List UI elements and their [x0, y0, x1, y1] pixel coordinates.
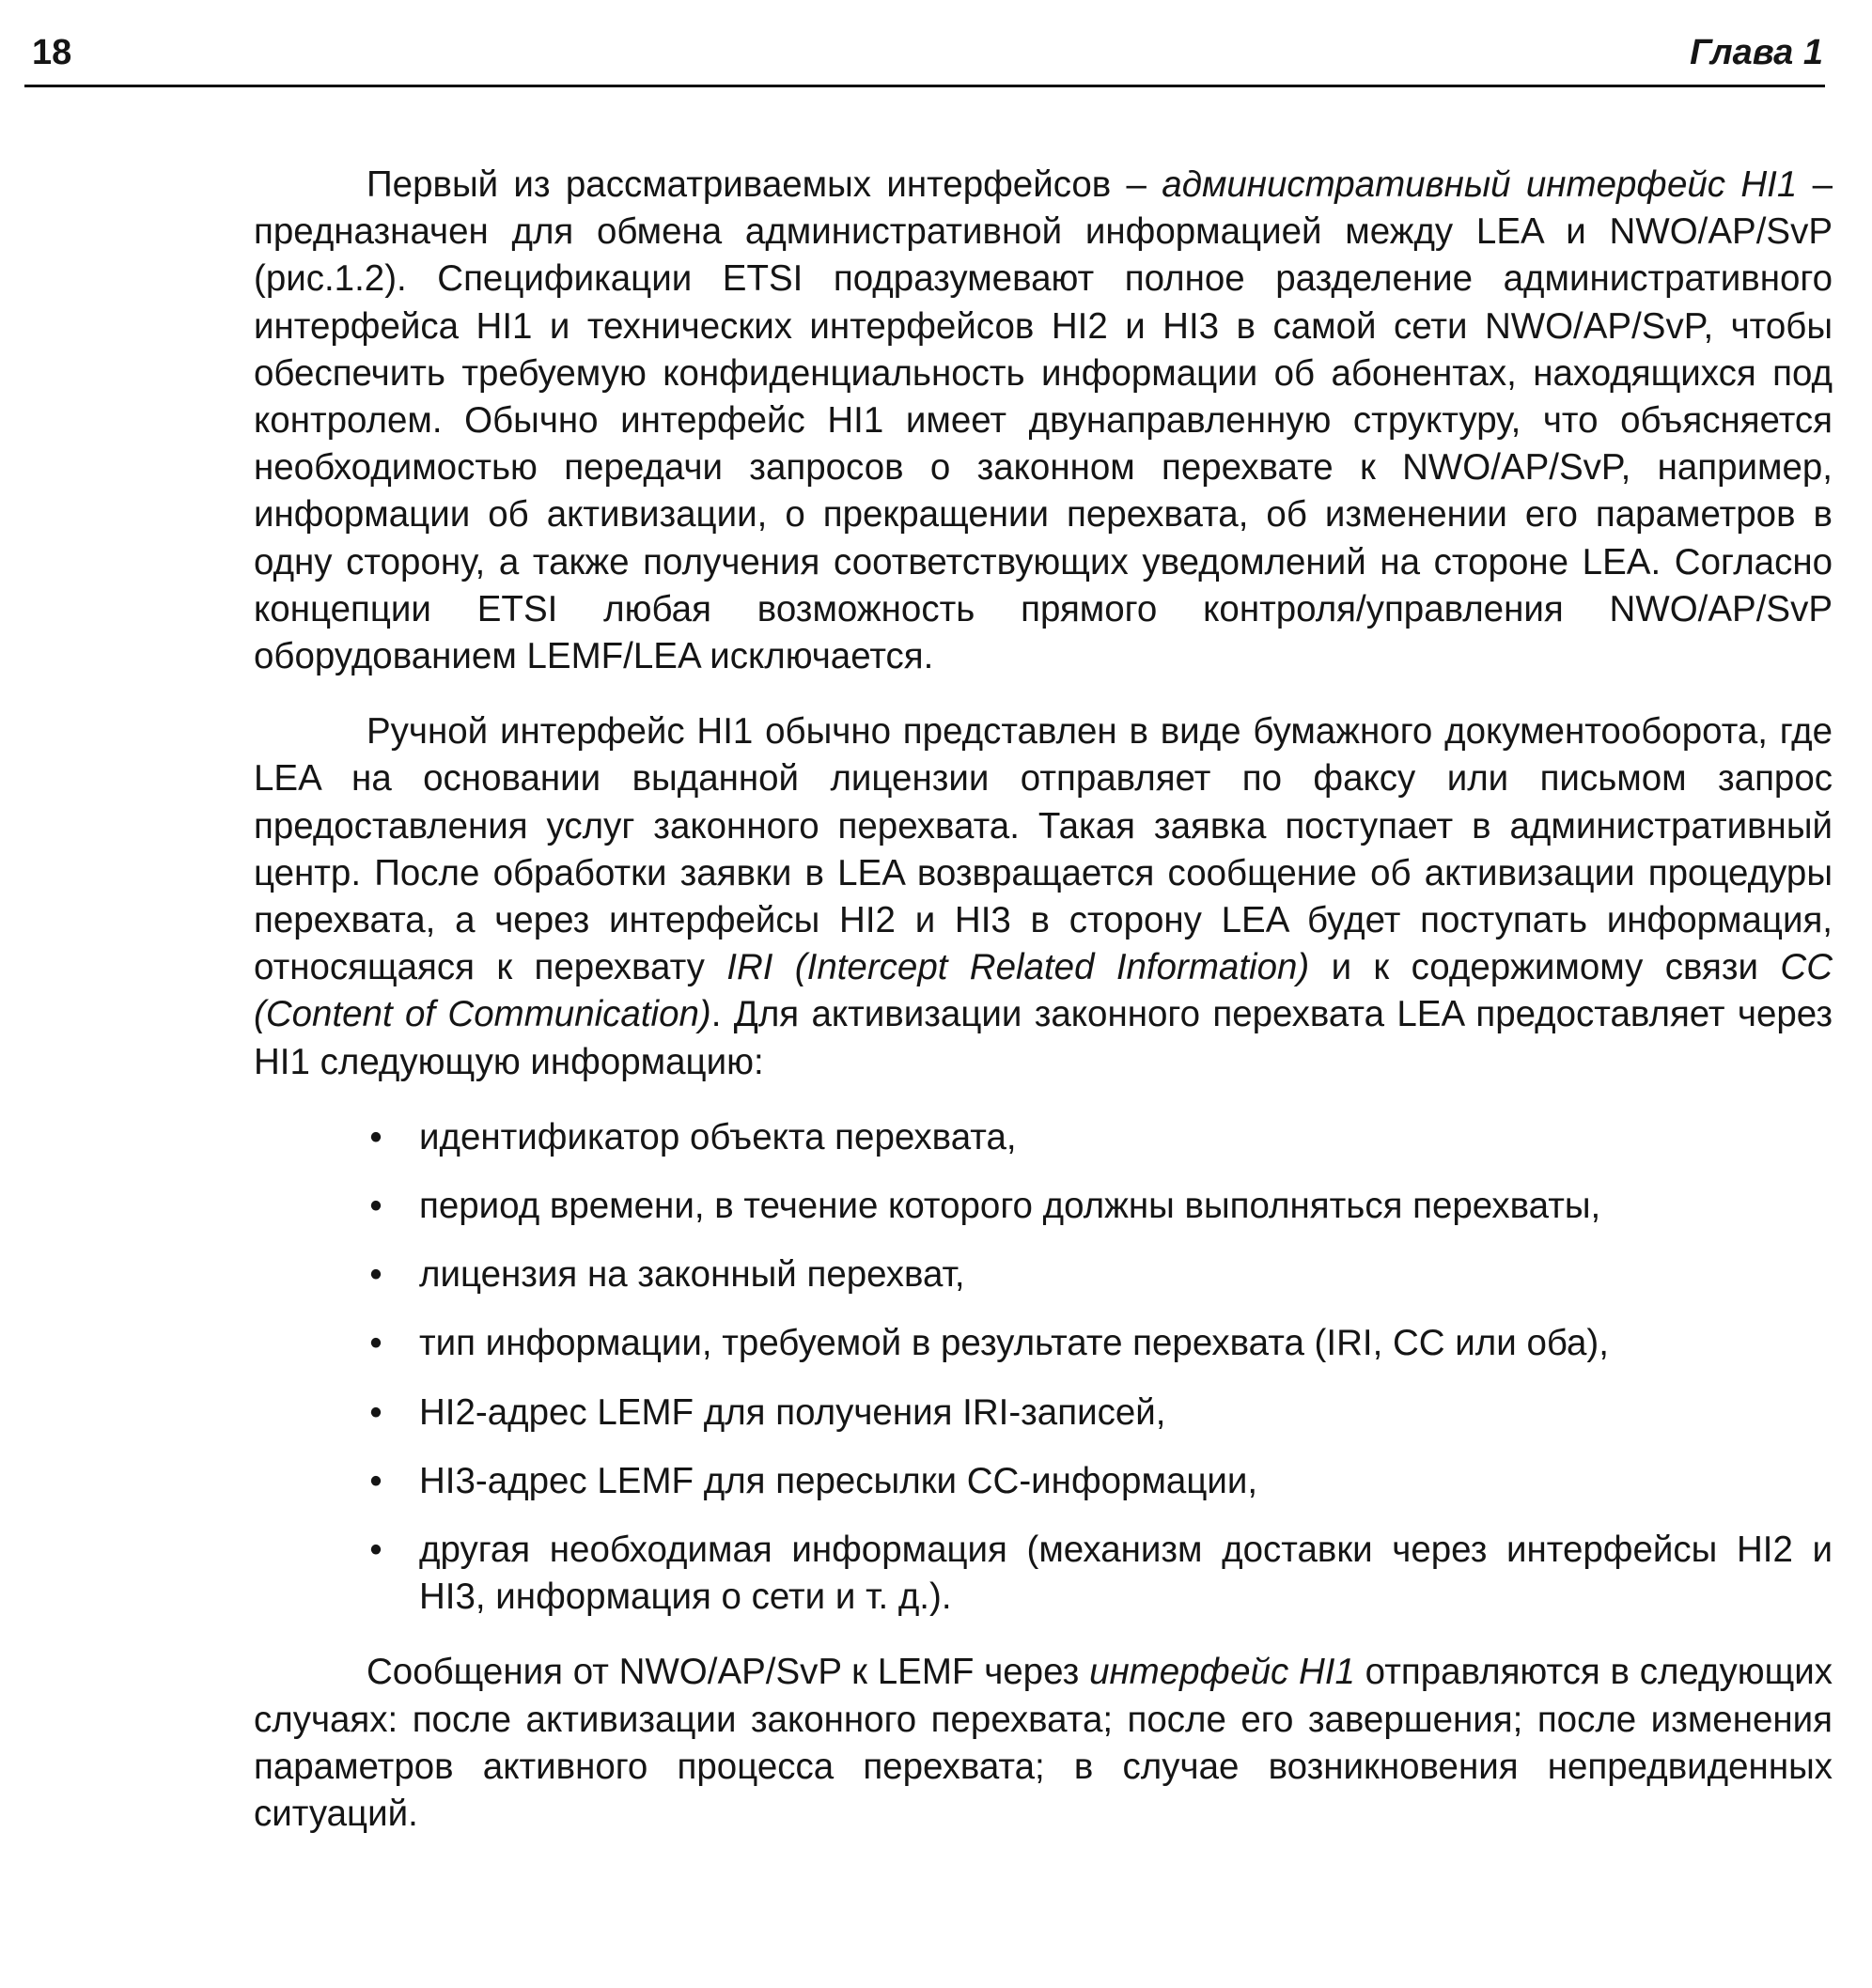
- bullet-icon: •: [369, 1460, 382, 1501]
- list-item: [254, 1390, 1833, 1437]
- emphasis-term: IRI (Intercept Related Information): [726, 947, 1310, 988]
- list-item: [254, 1458, 1833, 1505]
- list-item-text: лицензия на законный перехват,: [419, 1254, 965, 1296]
- list-item: [254, 1320, 1833, 1367]
- list-item-text: идентификатор объекта перехвата,: [419, 1116, 1017, 1157]
- list-item-text: тип информации, требуемой в результате перехвата (IRI, CC или оба),: [419, 1323, 1609, 1364]
- list-item-text: другая необходимая информация (механизм доставки через интерфейсы HI2 и HI3, информация о сети и т. д.).: [419, 1530, 1833, 1618]
- list-item: [254, 1183, 1833, 1230]
- bullet-icon: •: [369, 1116, 382, 1157]
- text-run: – предназначен для обмена административной информацией между LEA и NWO/AP/SvP (рис.1.2). Спецификации ETSI подразумевают полное разделение административного интерфейса HI1 и технических интерфейсов HI2 и HI3 в самой сети NWO/AP/SvP, чтобы обеспечить требуемую конфиденциальность информации об абонентах, находящихся под контролем. Обычно интерфейс HI1 имеет двунаправленную структуру, что объясняется необходимостью передачи запросов о законном перехвате к NWO/AP/SvP, например, информации об активизации, о прекращении перехвата, об изменении его параметров в одну сторону, а также получения соответствующих уведомлений на стороне LEA. Согласно концепции ETSI любая возможность прямого контроля/управления NWO/AP/SvP оборудованием LEMF/LEA исключается.: [254, 164, 1833, 677]
- list-item-text: период времени, в течение которого должны выполняться перехваты,: [419, 1186, 1601, 1227]
- list-item: [254, 1114, 1833, 1161]
- text-run: отправляются в следующих случаях: после активизации законного перехвата; после его завершения; после изменения параметров активного процесса перехвата; в случае возникновения непредвиденных ситуаций.: [254, 1652, 1833, 1835]
- chapter-title: Глава 1: [1690, 33, 1823, 72]
- bullet-icon: •: [369, 1323, 382, 1364]
- paragraph-hi1-admin-interface: [254, 162, 1833, 680]
- list-item: [254, 1527, 1833, 1621]
- bullet-icon: •: [369, 1186, 382, 1227]
- bullet-icon: •: [369, 1391, 382, 1433]
- text-run: Первый из рассматриваемых интерфейсов –: [367, 164, 1162, 205]
- activation-info-list: [254, 1114, 1833, 1622]
- paragraph-manual-interface: [254, 708, 1833, 1086]
- list-item-text: HI3-адрес LEMF для пересылки CC-информации,: [419, 1460, 1258, 1501]
- emphasis-term: интерфейс HI1: [1089, 1652, 1355, 1693]
- text-run: . Для активизации законного перехвата LEA предоставляет через HI1 следующую информацию:: [254, 994, 1833, 1082]
- bullet-icon: •: [369, 1530, 382, 1571]
- text-run: Сообщения от NWO/AP/SvP к LEMF через: [367, 1652, 1090, 1693]
- list-item-text: HI2-адрес LEMF для получения IRI-записей,: [419, 1391, 1166, 1433]
- text-run: Ручной интерфейс HI1 обычно представлен в виде бумажного документооборота, где LEA на основании выданной лицензии отправляет по факсу или письмом запрос предоставления услуг законного перехвата. Такая заявка поступает в административный центр. После обработки заявки в LEA возвращается сообщение об активизации процедуры перехвата, а через интерфейсы HI2 и HI3 в сторону LEA будет поступать информация, относящаяся к перехвату: [254, 711, 1833, 988]
- bullet-icon: •: [369, 1254, 382, 1296]
- emphasis-term: CC (Content of Communication): [254, 947, 1833, 1035]
- page-number: 18: [32, 33, 72, 72]
- emphasis-term: административный интерфейс HI1: [1162, 164, 1798, 205]
- page-body: [254, 162, 1833, 1838]
- list-item: [254, 1251, 1833, 1298]
- paragraph-hi1-messages: [254, 1649, 1833, 1838]
- page-header: [24, 28, 1825, 87]
- text-run: и к содержимому связи: [1309, 947, 1781, 988]
